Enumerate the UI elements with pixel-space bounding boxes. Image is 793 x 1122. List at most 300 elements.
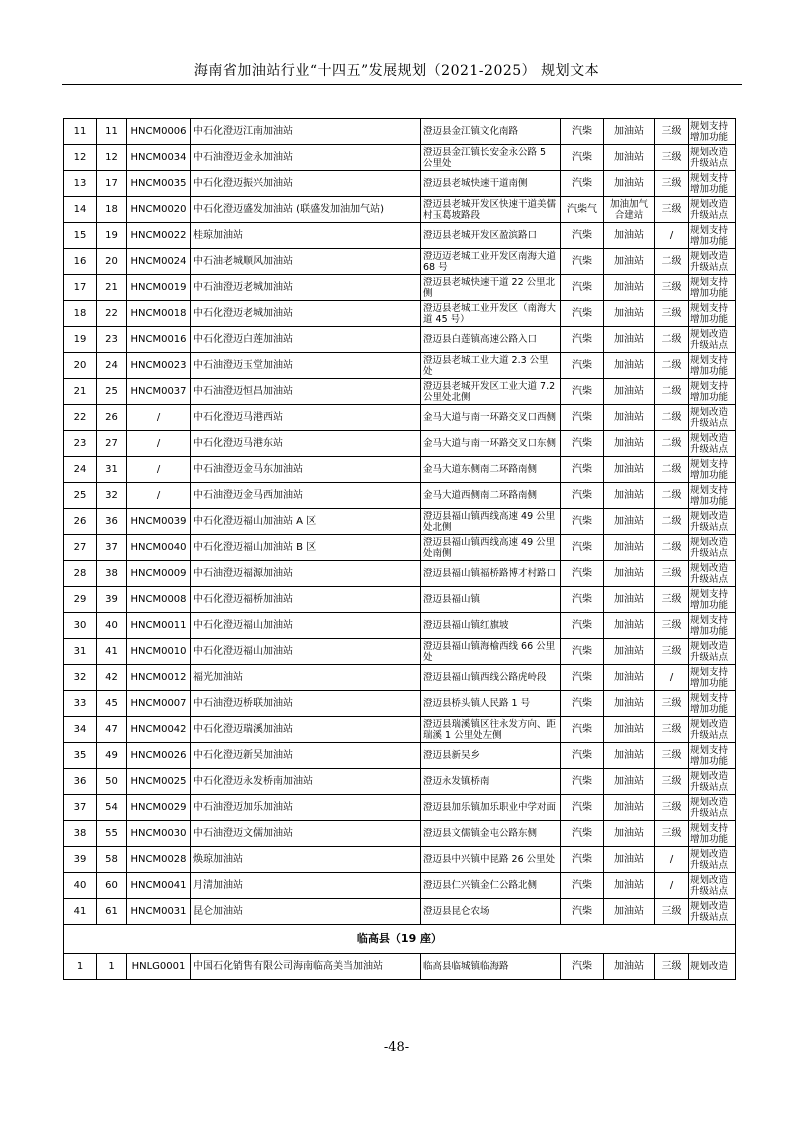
original-index-cell: 23 bbox=[97, 327, 127, 353]
station-code-cell: HNCM0040 bbox=[127, 535, 191, 561]
table-row bbox=[64, 691, 736, 717]
station-name-cell: 中石化澄迈马港东站 bbox=[191, 431, 421, 457]
plan-cell: 规划改造升级站点 bbox=[689, 717, 736, 743]
plan-cell: 规划支持增加功能 bbox=[689, 743, 736, 769]
station-type-cell: 加油站 bbox=[604, 561, 655, 587]
station-code-cell: HNCM0042 bbox=[127, 717, 191, 743]
address-cell: 澄迈县瑞溪镇区往永发方向、距瑞溪 1 公里处左侧 bbox=[421, 717, 561, 743]
station-name-cell: 福光加油站 bbox=[191, 665, 421, 691]
station-grade-cell: 二级 bbox=[655, 353, 689, 379]
row-index-cell: 39 bbox=[64, 847, 97, 873]
station-name-cell: 中石化澄迈福山加油站 bbox=[191, 639, 421, 665]
plan-cell: 规划改造升级站点 bbox=[689, 405, 736, 431]
station-type-cell: 加油站 bbox=[604, 587, 655, 613]
address-cell: 澄迈县福山镇红旗坡 bbox=[421, 613, 561, 639]
station-type-cell: 加油站 bbox=[604, 431, 655, 457]
station-grade-cell: 二级 bbox=[655, 535, 689, 561]
station-grade-cell: 二级 bbox=[655, 457, 689, 483]
station-grade-cell: 二级 bbox=[655, 483, 689, 509]
station-grade-cell: 二级 bbox=[655, 249, 689, 275]
fuel-type-cell: 汽柴 bbox=[561, 509, 604, 535]
station-grade-cell: 三级 bbox=[655, 821, 689, 847]
station-grade-cell: 三级 bbox=[655, 639, 689, 665]
table-row bbox=[64, 301, 736, 327]
station-type-cell: 加油站 bbox=[604, 873, 655, 899]
station-name-cell: 中国石化销售有限公司海南临高美当加油站 bbox=[191, 954, 421, 980]
station-name-cell: 昆仑加油站 bbox=[191, 899, 421, 925]
original-index-cell: 45 bbox=[97, 691, 127, 717]
station-code-cell: HNCM0041 bbox=[127, 873, 191, 899]
station-code-cell: HNCM0023 bbox=[127, 353, 191, 379]
fuel-type-cell: 汽柴 bbox=[561, 119, 604, 145]
table-row bbox=[64, 457, 736, 483]
section-title: 临高县（19 座） bbox=[64, 925, 736, 954]
station-name-cell: 中石油老城顺风加油站 bbox=[191, 249, 421, 275]
station-type-cell: 加油站 bbox=[604, 457, 655, 483]
station-type-cell: 加油站 bbox=[604, 613, 655, 639]
address-cell: 澄迈县福山镇西线公路虎岭段 bbox=[421, 665, 561, 691]
station-type-cell: 加油站 bbox=[604, 301, 655, 327]
address-cell: 澄迈县老城开发区快速干道美儒村玉葛坡路段 bbox=[421, 197, 561, 223]
original-index-cell: 24 bbox=[97, 353, 127, 379]
plan-cell: 规划支持增加功能 bbox=[689, 379, 736, 405]
station-name-cell: 月清加油站 bbox=[191, 873, 421, 899]
page-header-title: 海南省加油站行业“十四五”发展规划（2021-2025） 规划文本 bbox=[193, 63, 600, 79]
station-name-cell: 中石化澄迈永发桥南加油站 bbox=[191, 769, 421, 795]
table-row bbox=[64, 509, 736, 535]
row-index-cell: 21 bbox=[64, 379, 97, 405]
station-code-cell: HNCM0016 bbox=[127, 327, 191, 353]
original-index-cell: 42 bbox=[97, 665, 127, 691]
plan-cell: 规划改造升级站点 bbox=[689, 509, 736, 535]
address-cell: 澄迈县福山镇西线高速 49 公里处北侧 bbox=[421, 509, 561, 535]
station-type-cell: 加油站 bbox=[604, 171, 655, 197]
station-code-cell: HNCM0019 bbox=[127, 275, 191, 301]
gas-station-table bbox=[63, 118, 736, 980]
table-row bbox=[64, 587, 736, 613]
address-cell: 澄迈县桥头镇人民路 1 号 bbox=[421, 691, 561, 717]
station-code-cell: HNCM0011 bbox=[127, 613, 191, 639]
page-number: -48- bbox=[383, 1040, 410, 1055]
plan-cell: 规划支持增加功能 bbox=[689, 275, 736, 301]
station-grade-cell: 三级 bbox=[655, 171, 689, 197]
fuel-type-cell: 汽柴 bbox=[561, 743, 604, 769]
fuel-type-cell: 汽柴 bbox=[561, 483, 604, 509]
row-index-cell: 36 bbox=[64, 769, 97, 795]
original-index-cell: 47 bbox=[97, 717, 127, 743]
table-row bbox=[64, 613, 736, 639]
station-code-cell: HNCM0007 bbox=[127, 691, 191, 717]
station-type-cell: 加油站 bbox=[604, 405, 655, 431]
station-code-cell: / bbox=[127, 483, 191, 509]
original-index-cell: 31 bbox=[97, 457, 127, 483]
plan-cell: 规划改造升级站点 bbox=[689, 145, 736, 171]
station-type-cell: 加油站 bbox=[604, 249, 655, 275]
plan-cell: 规划支持增加功能 bbox=[689, 353, 736, 379]
station-name-cell: 中石化澄迈福山加油站 A 区 bbox=[191, 509, 421, 535]
row-index-cell: 20 bbox=[64, 353, 97, 379]
address-cell: 澄迈县老城工业大道 2.3 公里处 bbox=[421, 353, 561, 379]
row-index-cell: 33 bbox=[64, 691, 97, 717]
original-index-cell: 12 bbox=[97, 145, 127, 171]
original-index-cell: 32 bbox=[97, 483, 127, 509]
plan-cell: 规划支持增加功能 bbox=[689, 587, 736, 613]
table-row bbox=[64, 769, 736, 795]
plan-cell: 规划支持增加功能 bbox=[689, 119, 736, 145]
fuel-type-cell: 汽柴 bbox=[561, 327, 604, 353]
station-name-cell: 中石化澄迈盛发加油站 (联盛发加油加气站) bbox=[191, 197, 421, 223]
original-index-cell: 61 bbox=[97, 899, 127, 925]
station-code-cell: HNCM0035 bbox=[127, 171, 191, 197]
station-name-cell: 中石油澄迈老城加油站 bbox=[191, 275, 421, 301]
row-index-cell: 19 bbox=[64, 327, 97, 353]
row-index-cell: 17 bbox=[64, 275, 97, 301]
station-grade-cell: 二级 bbox=[655, 379, 689, 405]
plan-cell: 规划改造升级站点 bbox=[689, 431, 736, 457]
station-grade-cell: 三级 bbox=[655, 197, 689, 223]
address-cell: 澄迈县白莲镇高速公路入口 bbox=[421, 327, 561, 353]
table-row bbox=[64, 249, 736, 275]
table-row bbox=[64, 327, 736, 353]
fuel-type-cell: 汽柴 bbox=[561, 535, 604, 561]
station-name-cell: 中石油澄迈恒昌加油站 bbox=[191, 379, 421, 405]
fuel-type-cell: 汽柴 bbox=[561, 847, 604, 873]
station-type-cell: 加油站 bbox=[604, 223, 655, 249]
station-name-cell: 焕琼加油站 bbox=[191, 847, 421, 873]
table-row bbox=[64, 717, 736, 743]
table-row bbox=[64, 899, 736, 925]
station-grade-cell: 三级 bbox=[655, 561, 689, 587]
station-name-cell: 中石油澄迈金永加油站 bbox=[191, 145, 421, 171]
table-row bbox=[64, 873, 736, 899]
fuel-type-cell: 汽柴 bbox=[561, 353, 604, 379]
station-name-cell: 中石化澄迈马港西站 bbox=[191, 405, 421, 431]
address-cell: 澄迈县金江镇长安金永公路 5 公里处 bbox=[421, 145, 561, 171]
station-name-cell: 中石化澄迈福桥加油站 bbox=[191, 587, 421, 613]
station-grade-cell: 三级 bbox=[655, 743, 689, 769]
station-name-cell: 中石化澄迈振兴加油站 bbox=[191, 171, 421, 197]
row-index-cell: 30 bbox=[64, 613, 97, 639]
table-row bbox=[64, 639, 736, 665]
original-index-cell: 60 bbox=[97, 873, 127, 899]
station-type-cell: 加油加气合建站 bbox=[604, 197, 655, 223]
row-index-cell: 26 bbox=[64, 509, 97, 535]
row-index-cell: 14 bbox=[64, 197, 97, 223]
plan-cell: 规划支持增加功能 bbox=[689, 483, 736, 509]
station-grade-cell: 三级 bbox=[655, 954, 689, 980]
original-index-cell: 22 bbox=[97, 301, 127, 327]
station-type-cell: 加油站 bbox=[604, 847, 655, 873]
station-table-container bbox=[63, 118, 735, 980]
address-cell: 金马大道与南一环路交叉口西侧 bbox=[421, 405, 561, 431]
address-cell: 澄迈迈老城工业开发区南海大道 68 号 bbox=[421, 249, 561, 275]
station-grade-cell: 三级 bbox=[655, 119, 689, 145]
fuel-type-cell: 汽柴 bbox=[561, 639, 604, 665]
fuel-type-cell: 汽柴 bbox=[561, 249, 604, 275]
address-cell: 澄迈永发镇桥南 bbox=[421, 769, 561, 795]
address-cell: 澄迈县老城快速干道 22 公里北侧 bbox=[421, 275, 561, 301]
plan-cell: 规划支持增加功能 bbox=[689, 613, 736, 639]
station-grade-cell: 三级 bbox=[655, 301, 689, 327]
station-code-cell: HNCM0031 bbox=[127, 899, 191, 925]
row-index-cell: 34 bbox=[64, 717, 97, 743]
row-index-cell: 35 bbox=[64, 743, 97, 769]
station-grade-cell: 三级 bbox=[655, 145, 689, 171]
station-grade-cell: / bbox=[655, 847, 689, 873]
original-index-cell: 40 bbox=[97, 613, 127, 639]
address-cell: 澄迈县昆仑农场 bbox=[421, 899, 561, 925]
station-name-cell: 中石化澄迈新吴加油站 bbox=[191, 743, 421, 769]
station-grade-cell: 二级 bbox=[655, 405, 689, 431]
row-index-cell: 15 bbox=[64, 223, 97, 249]
station-name-cell: 中石油澄迈文儒加油站 bbox=[191, 821, 421, 847]
address-cell: 澄迈县加乐镇加乐职业中学对面 bbox=[421, 795, 561, 821]
fuel-type-cell: 汽柴 bbox=[561, 275, 604, 301]
station-type-cell: 加油站 bbox=[604, 639, 655, 665]
station-type-cell: 加油站 bbox=[604, 275, 655, 301]
fuel-type-cell: 汽柴 bbox=[561, 145, 604, 171]
station-code-cell: HNCM0012 bbox=[127, 665, 191, 691]
table-row bbox=[64, 743, 736, 769]
table-row bbox=[64, 665, 736, 691]
address-cell: 澄迈县福山镇海榆西线 66 公里处 bbox=[421, 639, 561, 665]
original-index-cell: 58 bbox=[97, 847, 127, 873]
address-cell: 澄迈县福山镇 bbox=[421, 587, 561, 613]
original-index-cell: 1 bbox=[97, 954, 127, 980]
fuel-type-cell: 汽柴 bbox=[561, 821, 604, 847]
row-index-cell: 37 bbox=[64, 795, 97, 821]
station-code-cell: / bbox=[127, 405, 191, 431]
plan-cell: 规划改造升级站点 bbox=[689, 535, 736, 561]
table-row bbox=[64, 145, 736, 171]
address-cell: 金马大道与南一环路交叉口东侧 bbox=[421, 431, 561, 457]
fuel-type-cell: 汽柴 bbox=[561, 301, 604, 327]
station-code-cell: HNCM0029 bbox=[127, 795, 191, 821]
address-cell: 澄迈县老城工业开发区（南海大道 45 号） bbox=[421, 301, 561, 327]
station-code-cell: HNCM0030 bbox=[127, 821, 191, 847]
table-row bbox=[64, 847, 736, 873]
address-cell: 澄迈县文儒镇金屯公路东侧 bbox=[421, 821, 561, 847]
plan-cell: 规划支持增加功能 bbox=[689, 457, 736, 483]
station-name-cell: 中石化澄迈江南加油站 bbox=[191, 119, 421, 145]
table-row bbox=[64, 795, 736, 821]
plan-cell: 规划改造升级站点 bbox=[689, 769, 736, 795]
station-type-cell: 加油站 bbox=[604, 509, 655, 535]
station-type-cell: 加油站 bbox=[604, 665, 655, 691]
address-cell: 金马大道东侧南二环路南侧 bbox=[421, 457, 561, 483]
station-code-cell: HNCM0025 bbox=[127, 769, 191, 795]
plan-cell: 规划改造升级站点 bbox=[689, 249, 736, 275]
station-code-cell: HNCM0010 bbox=[127, 639, 191, 665]
station-name-cell: 中石化澄迈白莲加油站 bbox=[191, 327, 421, 353]
station-code-cell: HNCM0022 bbox=[127, 223, 191, 249]
original-index-cell: 38 bbox=[97, 561, 127, 587]
original-index-cell: 18 bbox=[97, 197, 127, 223]
section-header-row bbox=[64, 925, 736, 954]
table-row bbox=[64, 275, 736, 301]
station-name-cell: 中石化澄迈福山加油站 bbox=[191, 613, 421, 639]
station-code-cell: HNCM0006 bbox=[127, 119, 191, 145]
row-index-cell: 12 bbox=[64, 145, 97, 171]
original-index-cell: 49 bbox=[97, 743, 127, 769]
table-row bbox=[64, 821, 736, 847]
station-code-cell: HNCM0037 bbox=[127, 379, 191, 405]
row-index-cell: 23 bbox=[64, 431, 97, 457]
address-cell: 澄迈县老城快速干道南侧 bbox=[421, 171, 561, 197]
station-type-cell: 加油站 bbox=[604, 353, 655, 379]
row-index-cell: 27 bbox=[64, 535, 97, 561]
table-row bbox=[64, 223, 736, 249]
row-index-cell: 11 bbox=[64, 119, 97, 145]
address-cell: 澄迈县福山镇福桥路博才村路口 bbox=[421, 561, 561, 587]
original-index-cell: 25 bbox=[97, 379, 127, 405]
row-index-cell: 40 bbox=[64, 873, 97, 899]
plan-cell: 规划改造升级站点 bbox=[689, 795, 736, 821]
station-name-cell: 中石油澄迈玉堂加油站 bbox=[191, 353, 421, 379]
header-divider bbox=[62, 84, 742, 85]
row-index-cell: 38 bbox=[64, 821, 97, 847]
original-index-cell: 37 bbox=[97, 535, 127, 561]
station-grade-cell: / bbox=[655, 665, 689, 691]
table-row bbox=[64, 353, 736, 379]
fuel-type-cell: 汽柴 bbox=[561, 171, 604, 197]
station-grade-cell: 二级 bbox=[655, 431, 689, 457]
station-name-cell: 中石油澄迈金马西加油站 bbox=[191, 483, 421, 509]
original-index-cell: 20 bbox=[97, 249, 127, 275]
plan-cell: 规划支持增加功能 bbox=[689, 821, 736, 847]
table-row bbox=[64, 431, 736, 457]
table-row bbox=[64, 954, 736, 980]
row-index-cell: 32 bbox=[64, 665, 97, 691]
row-index-cell: 29 bbox=[64, 587, 97, 613]
station-type-cell: 加油站 bbox=[604, 769, 655, 795]
original-index-cell: 36 bbox=[97, 509, 127, 535]
station-name-cell: 中石化澄迈福山加油站 B 区 bbox=[191, 535, 421, 561]
fuel-type-cell: 汽柴 bbox=[561, 613, 604, 639]
address-cell: 澄迈县老城开发区工业大道 7.2 公里处北侧 bbox=[421, 379, 561, 405]
station-grade-cell: 三级 bbox=[655, 769, 689, 795]
fuel-type-cell: 汽柴 bbox=[561, 954, 604, 980]
plan-cell: 规划改造升级站点 bbox=[689, 327, 736, 353]
address-cell: 澄迈县中兴镇中昆路 26 公里处 bbox=[421, 847, 561, 873]
plan-cell: 规划改造升级站点 bbox=[689, 639, 736, 665]
row-index-cell: 13 bbox=[64, 171, 97, 197]
table-row bbox=[64, 197, 736, 223]
plan-cell: 规划改造升级站点 bbox=[689, 561, 736, 587]
station-name-cell: 中石油澄迈加乐加油站 bbox=[191, 795, 421, 821]
original-index-cell: 19 bbox=[97, 223, 127, 249]
station-code-cell: / bbox=[127, 431, 191, 457]
original-index-cell: 21 bbox=[97, 275, 127, 301]
station-grade-cell: 三级 bbox=[655, 275, 689, 301]
station-name-cell: 中石化澄迈老城加油站 bbox=[191, 301, 421, 327]
fuel-type-cell: 汽柴 bbox=[561, 899, 604, 925]
station-code-cell: HNCM0034 bbox=[127, 145, 191, 171]
station-name-cell: 中石油澄迈金马东加油站 bbox=[191, 457, 421, 483]
original-index-cell: 55 bbox=[97, 821, 127, 847]
plan-cell: 规划支持增加功能 bbox=[689, 171, 736, 197]
address-cell: 金马大道西侧南二环路南侧 bbox=[421, 483, 561, 509]
row-index-cell: 22 bbox=[64, 405, 97, 431]
row-index-cell: 28 bbox=[64, 561, 97, 587]
fuel-type-cell: 汽柴 bbox=[561, 561, 604, 587]
station-type-cell: 加油站 bbox=[604, 535, 655, 561]
fuel-type-cell: 汽柴气 bbox=[561, 197, 604, 223]
row-index-cell: 24 bbox=[64, 457, 97, 483]
station-code-cell: / bbox=[127, 457, 191, 483]
station-name-cell: 桂琼加油站 bbox=[191, 223, 421, 249]
original-index-cell: 26 bbox=[97, 405, 127, 431]
station-grade-cell: 三级 bbox=[655, 795, 689, 821]
station-code-cell: HNCM0018 bbox=[127, 301, 191, 327]
fuel-type-cell: 汽柴 bbox=[561, 223, 604, 249]
fuel-type-cell: 汽柴 bbox=[561, 665, 604, 691]
address-cell: 澄迈县福山镇西线高速 49 公里处南侧 bbox=[421, 535, 561, 561]
station-type-cell: 加油站 bbox=[604, 119, 655, 145]
plan-cell: 规划支持增加功能 bbox=[689, 665, 736, 691]
fuel-type-cell: 汽柴 bbox=[561, 769, 604, 795]
station-type-cell: 加油站 bbox=[604, 145, 655, 171]
original-index-cell: 41 bbox=[97, 639, 127, 665]
station-name-cell: 中石化澄迈瑞溪加油站 bbox=[191, 717, 421, 743]
original-index-cell: 39 bbox=[97, 587, 127, 613]
plan-cell: 规划改造升级站点 bbox=[689, 899, 736, 925]
station-code-cell: HNCM0039 bbox=[127, 509, 191, 535]
station-type-cell: 加油站 bbox=[604, 483, 655, 509]
original-index-cell: 54 bbox=[97, 795, 127, 821]
fuel-type-cell: 汽柴 bbox=[561, 587, 604, 613]
fuel-type-cell: 汽柴 bbox=[561, 873, 604, 899]
station-grade-cell: / bbox=[655, 223, 689, 249]
address-cell: 澄迈县仁兴镇金仁公路北侧 bbox=[421, 873, 561, 899]
fuel-type-cell: 汽柴 bbox=[561, 795, 604, 821]
fuel-type-cell: 汽柴 bbox=[561, 457, 604, 483]
station-type-cell: 加油站 bbox=[604, 821, 655, 847]
row-index-cell: 18 bbox=[64, 301, 97, 327]
fuel-type-cell: 汽柴 bbox=[561, 691, 604, 717]
table-row bbox=[64, 483, 736, 509]
address-cell: 澄迈县金江镇文化南路 bbox=[421, 119, 561, 145]
plan-cell: 规划改造升级站点 bbox=[689, 197, 736, 223]
station-grade-cell: 三级 bbox=[655, 899, 689, 925]
plan-cell: 规划改造升级站点 bbox=[689, 873, 736, 899]
station-grade-cell: 三级 bbox=[655, 691, 689, 717]
fuel-type-cell: 汽柴 bbox=[561, 379, 604, 405]
fuel-type-cell: 汽柴 bbox=[561, 431, 604, 457]
station-type-cell: 加油站 bbox=[604, 691, 655, 717]
station-grade-cell: / bbox=[655, 873, 689, 899]
plan-cell: 规划支持增加功能 bbox=[689, 223, 736, 249]
original-index-cell: 27 bbox=[97, 431, 127, 457]
address-cell: 澄迈县新吴乡 bbox=[421, 743, 561, 769]
station-type-cell: 加油站 bbox=[604, 379, 655, 405]
row-index-cell: 16 bbox=[64, 249, 97, 275]
table-row bbox=[64, 405, 736, 431]
table-row bbox=[64, 379, 736, 405]
station-grade-cell: 三级 bbox=[655, 717, 689, 743]
original-index-cell: 17 bbox=[97, 171, 127, 197]
address-cell: 临高县临城镇临海路 bbox=[421, 954, 561, 980]
row-index-cell: 25 bbox=[64, 483, 97, 509]
station-type-cell: 加油站 bbox=[604, 327, 655, 353]
row-index-cell: 1 bbox=[64, 954, 97, 980]
station-type-cell: 加油站 bbox=[604, 743, 655, 769]
station-code-cell: HNCM0026 bbox=[127, 743, 191, 769]
table-row bbox=[64, 119, 736, 145]
station-code-cell: HNCM0008 bbox=[127, 587, 191, 613]
station-grade-cell: 二级 bbox=[655, 327, 689, 353]
original-index-cell: 50 bbox=[97, 769, 127, 795]
